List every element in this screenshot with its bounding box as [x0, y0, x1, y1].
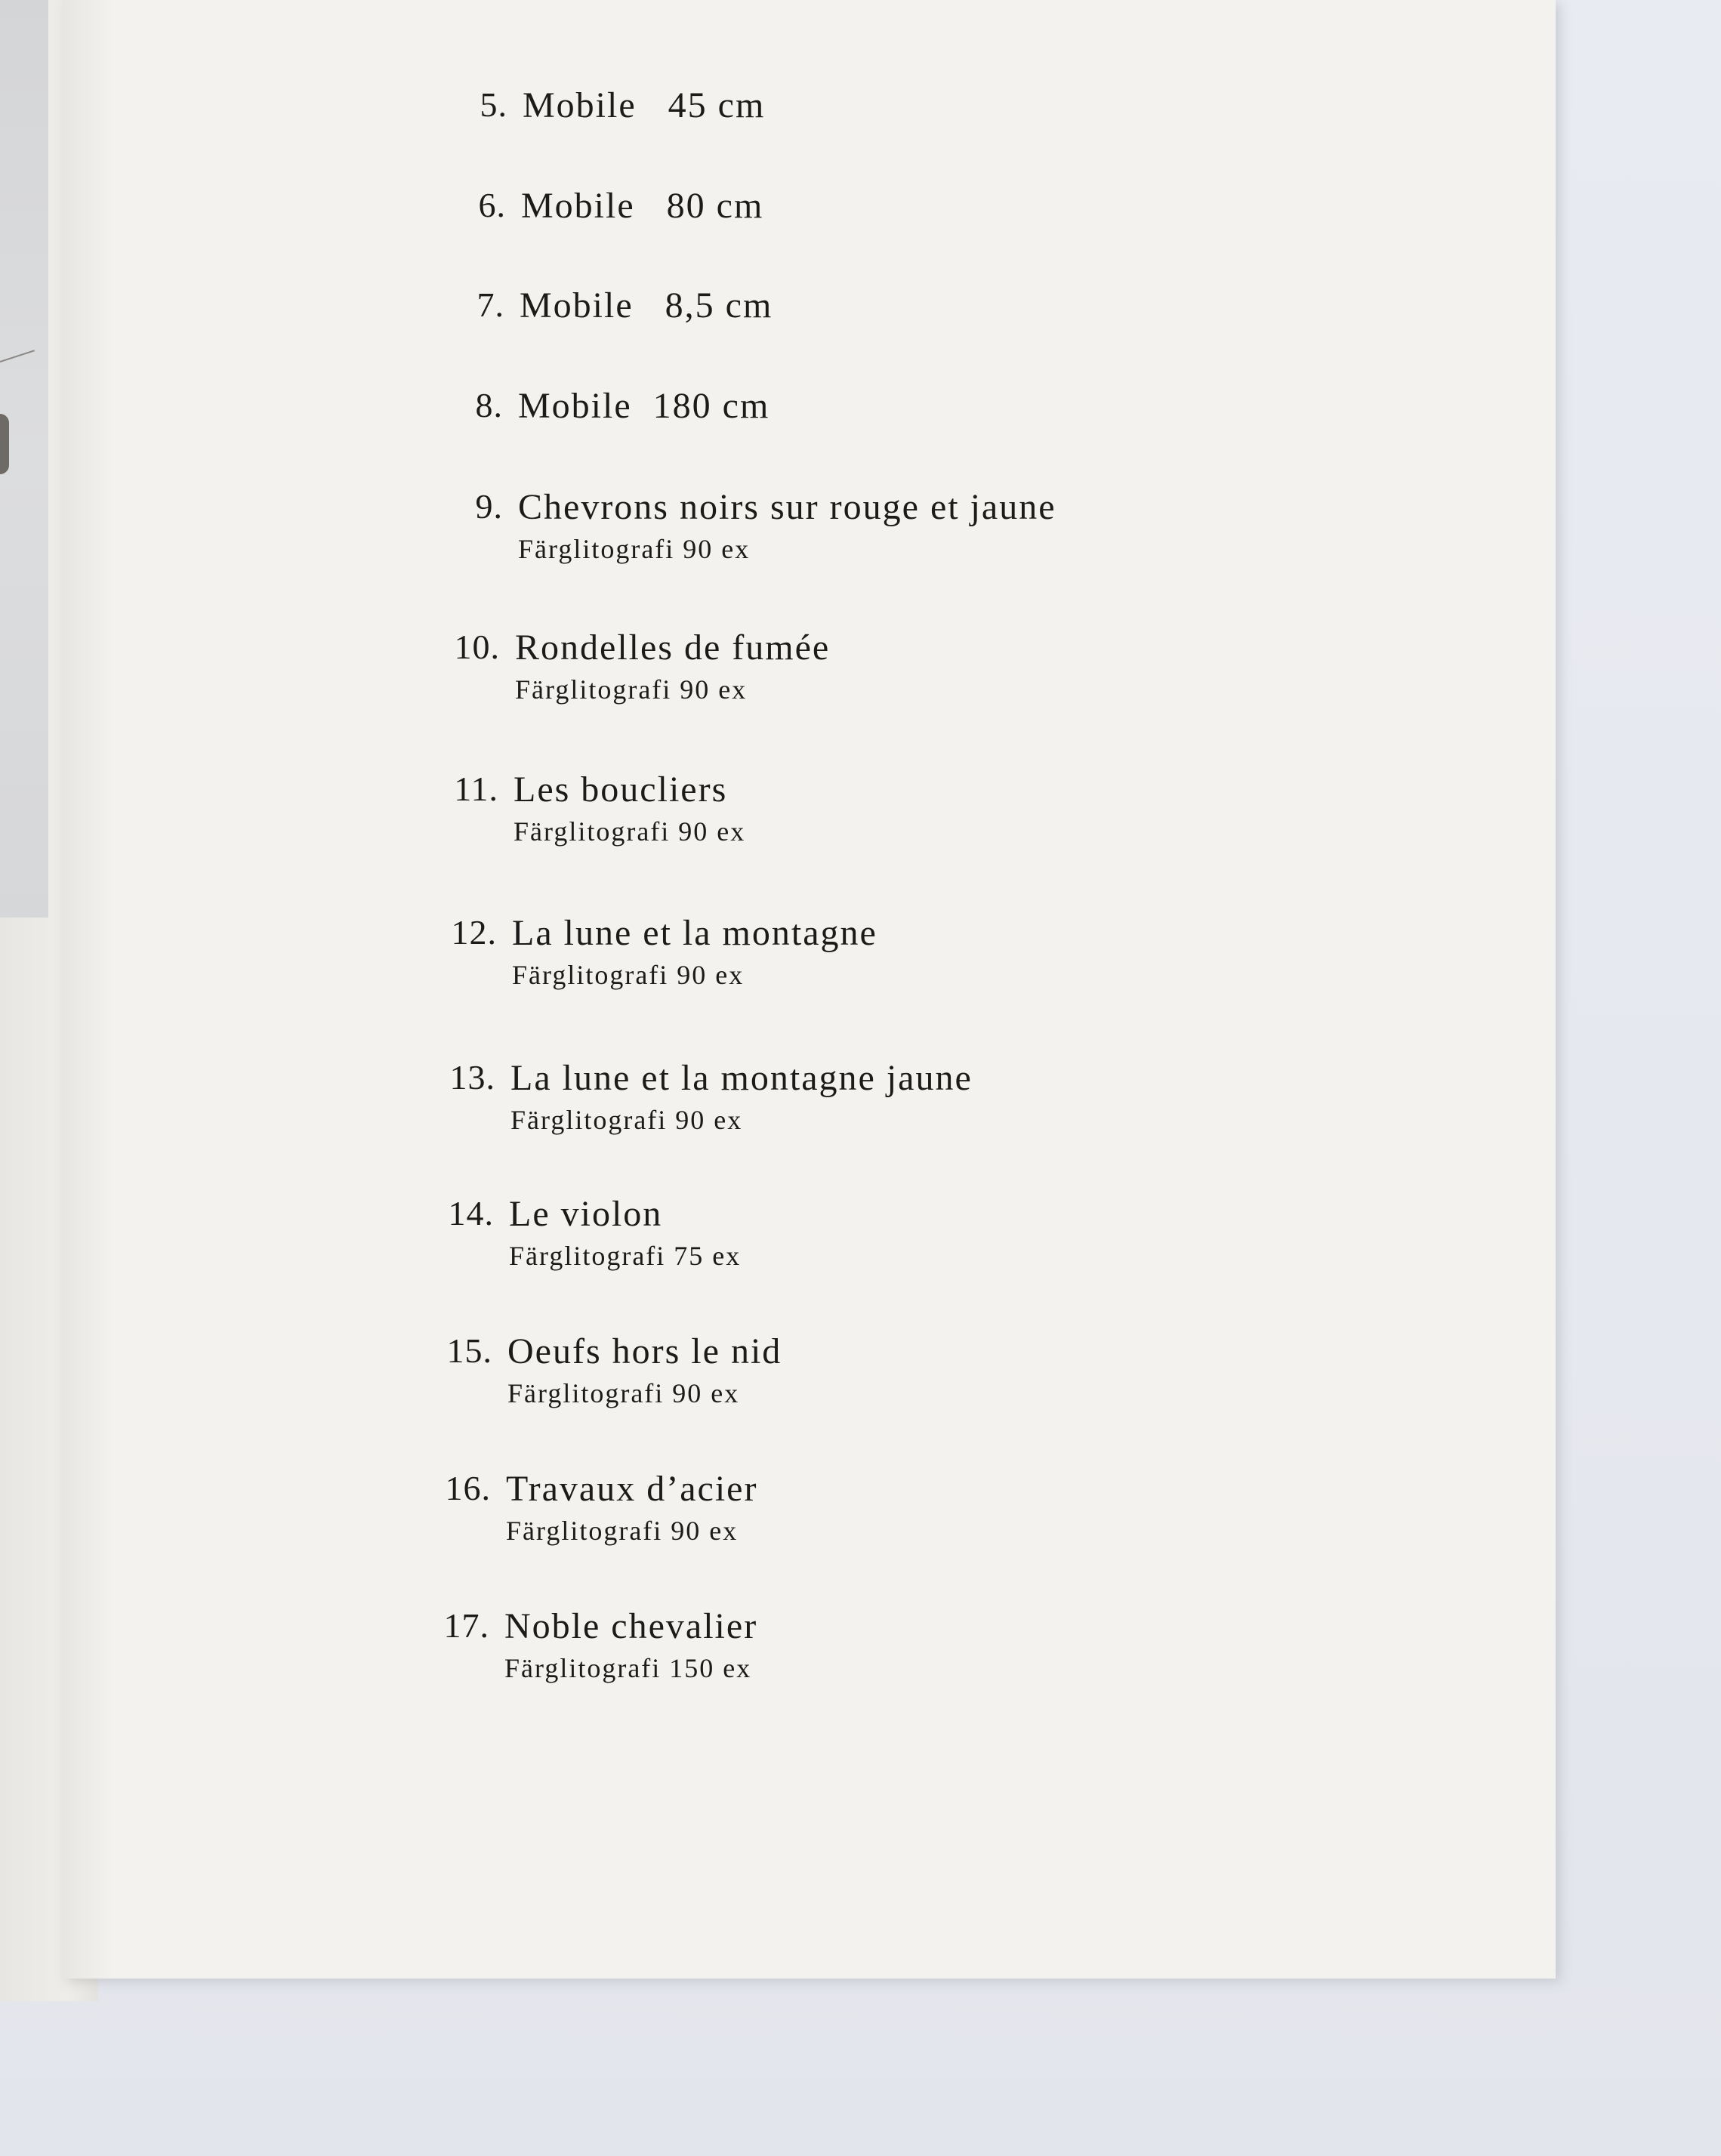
- entry-number: 7.: [477, 285, 504, 324]
- entry-title: Noble chevalier: [504, 1606, 758, 1646]
- entry-title: Mobile 8,5 cm: [520, 285, 773, 325]
- entry-number: 12.: [451, 913, 497, 952]
- entry-technique: Färglitografi 90 ex: [514, 816, 746, 847]
- entry-title: Chevrons noirs sur rouge et jaune: [518, 487, 1056, 527]
- entry-title: Mobile 80 cm: [521, 186, 764, 226]
- entry-title: La lune et la montagne jaune: [510, 1058, 973, 1098]
- entry-technique: Färglitografi 90 ex: [507, 1378, 740, 1408]
- entry-technique: Färglitografi 90 ex: [518, 534, 751, 564]
- mobile-wire: [0, 350, 35, 362]
- entry-number: 5.: [480, 85, 507, 124]
- entry-title: Mobile 45 cm: [523, 85, 766, 125]
- entry-number: 15.: [446, 1331, 492, 1370]
- entry-number: 6.: [478, 186, 506, 224]
- entry-title: Oeufs hors le nid: [507, 1331, 782, 1371]
- entry-number: 17.: [443, 1606, 489, 1645]
- entry-title: Les boucliers: [514, 770, 728, 810]
- entry-title: La lune et la montagne: [512, 913, 877, 953]
- entry-title: Travaux d’acier: [506, 1469, 758, 1509]
- mobile-photo-fragment: [0, 0, 48, 918]
- entry-number: 10.: [454, 628, 500, 666]
- entry-number: 11.: [454, 770, 498, 808]
- mobile-shape: [0, 414, 9, 474]
- entry-technique: Färglitografi 90 ex: [506, 1516, 739, 1546]
- entry-number: 14.: [448, 1194, 494, 1232]
- catalogue-page: [62, 0, 1556, 1979]
- entry-title: Rondelles de fumée: [515, 628, 831, 668]
- entry-technique: Färglitografi 90 ex: [510, 1105, 743, 1135]
- entry-number: 16.: [445, 1469, 491, 1507]
- entry-technique: Färglitografi 90 ex: [512, 960, 745, 990]
- entry-technique: Färglitografi 150 ex: [504, 1653, 752, 1683]
- entry-number: 13.: [449, 1058, 495, 1097]
- entry-title: Le violon: [509, 1194, 663, 1234]
- catalogue-list: [62, 0, 1556, 1979]
- entry-title: Mobile 180 cm: [518, 386, 770, 426]
- entry-number: 9.: [475, 487, 503, 526]
- entry-technique: Färglitografi 90 ex: [515, 674, 748, 705]
- entry-number: 8.: [475, 386, 503, 424]
- entry-technique: Färglitografi 75 ex: [509, 1241, 742, 1271]
